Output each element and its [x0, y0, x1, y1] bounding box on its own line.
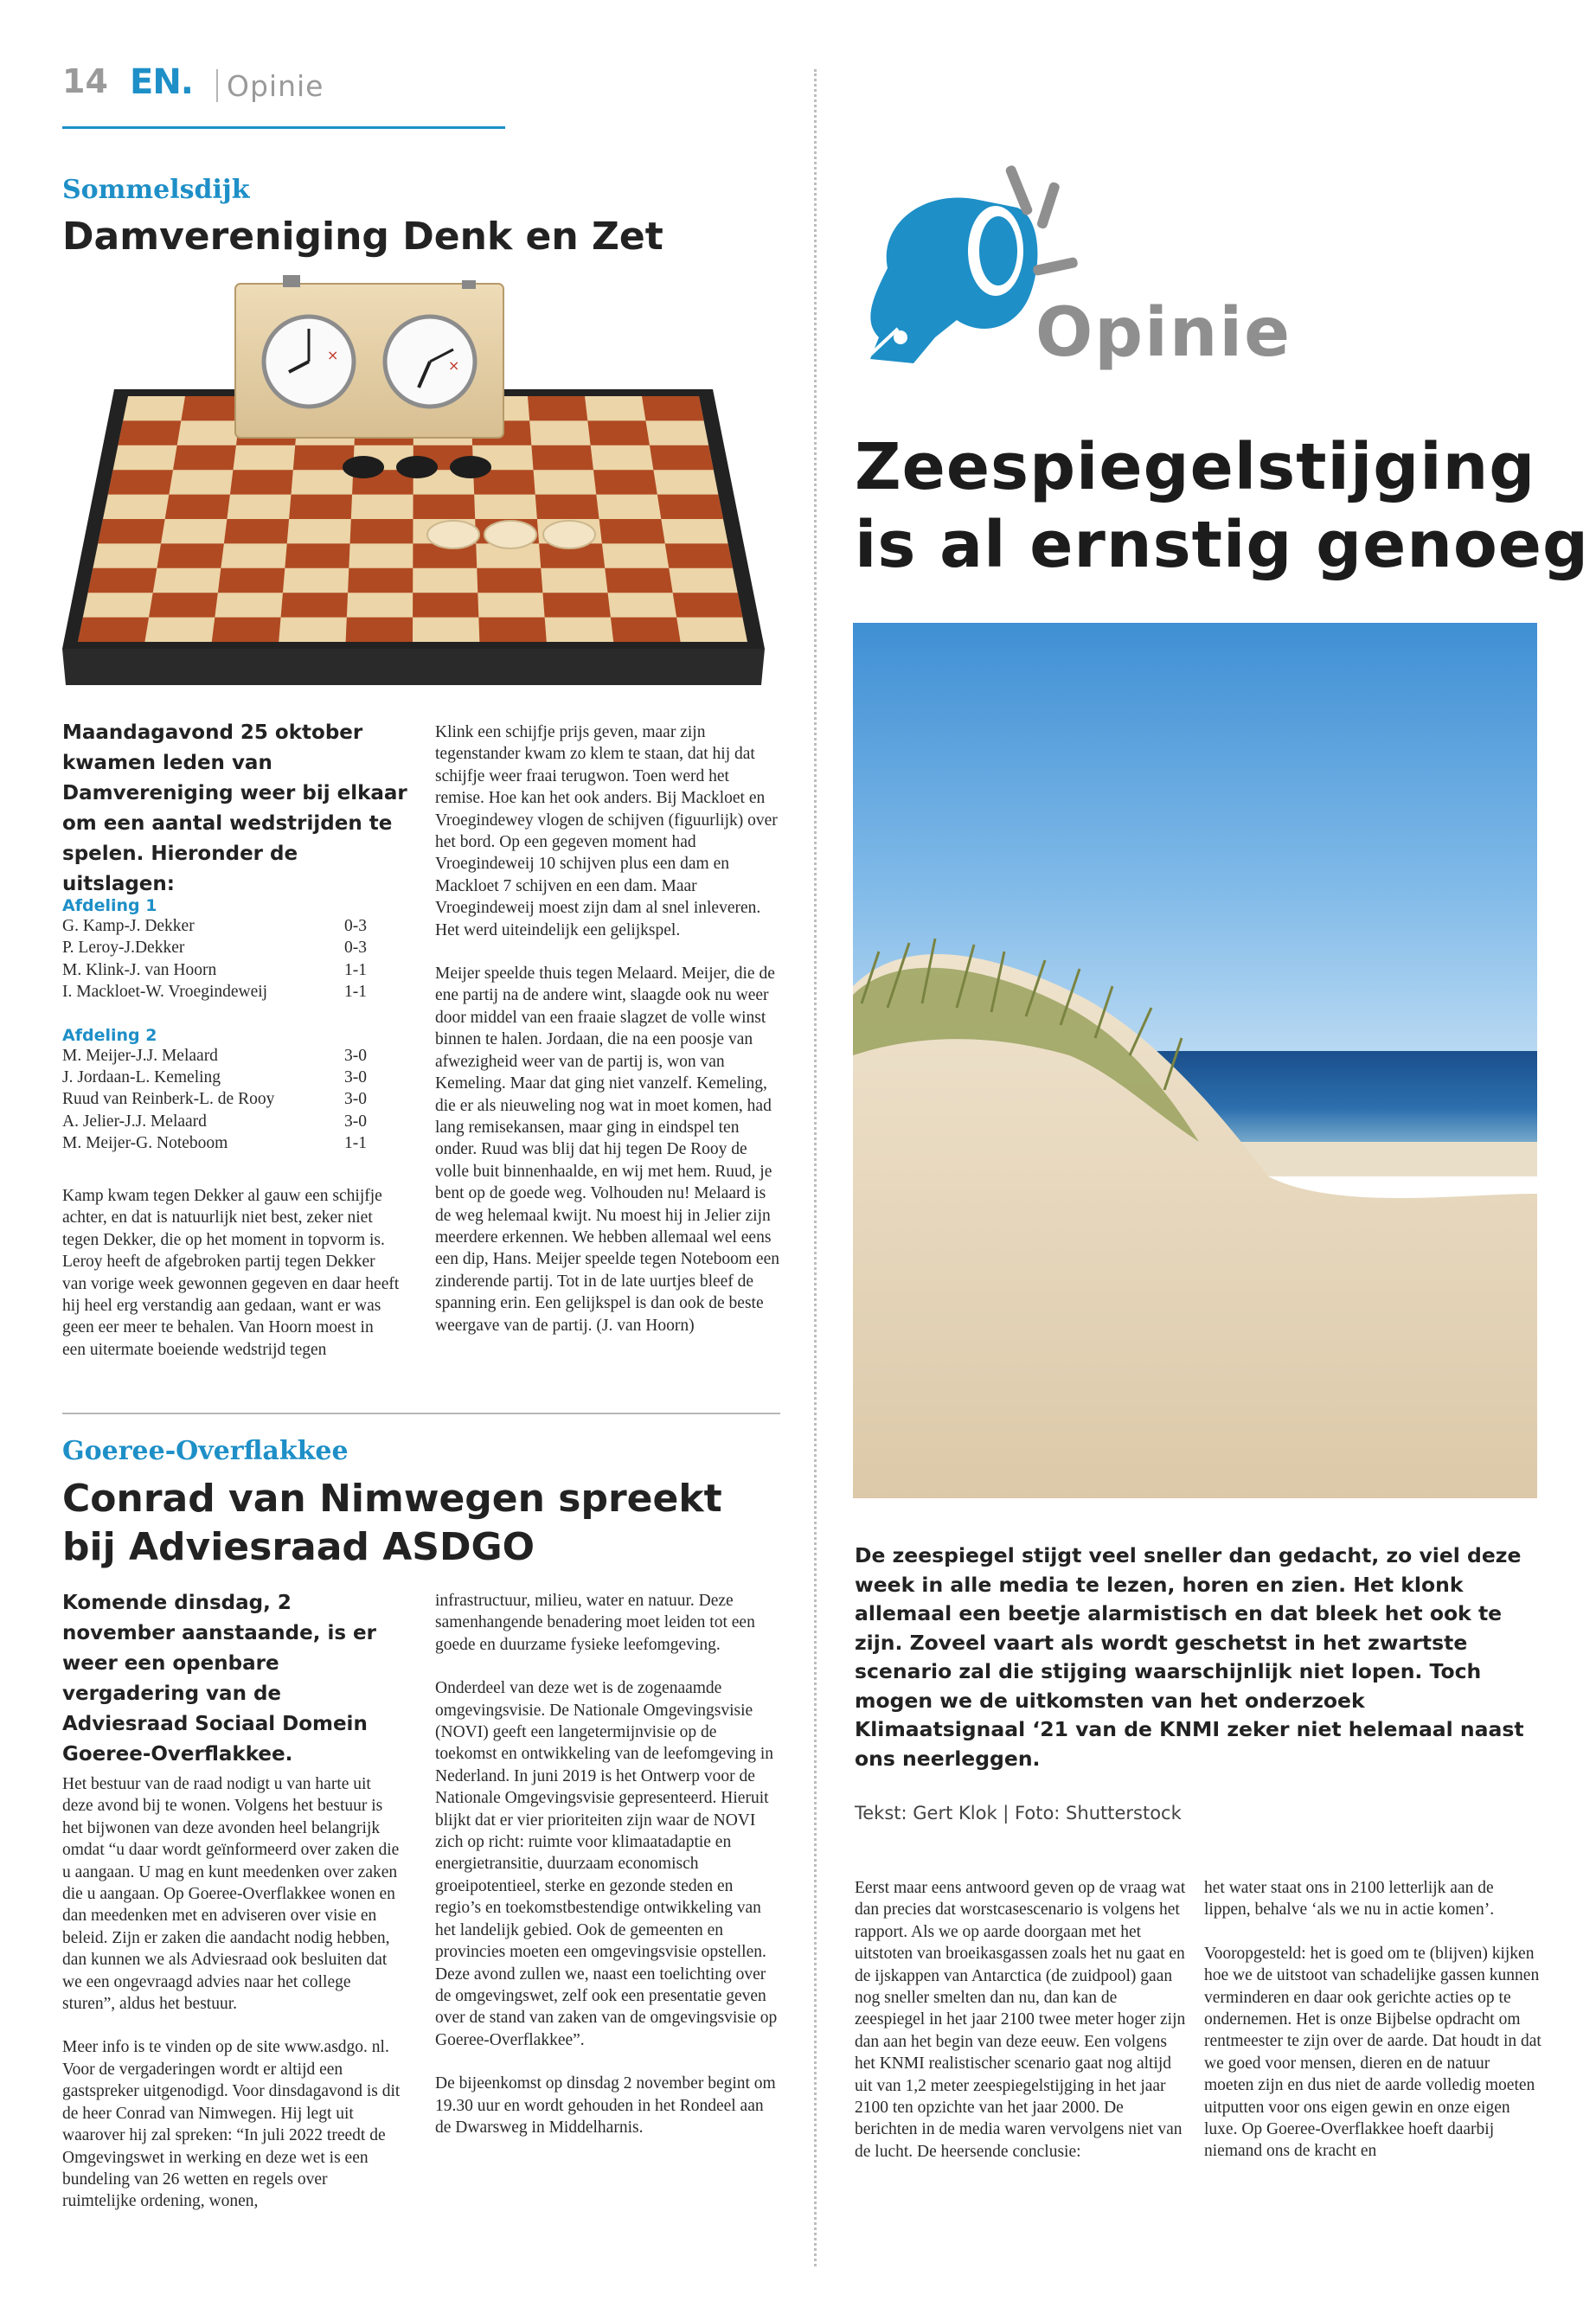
opinion-credit: Tekst: Gert Klok | Foto: Shutterstock — [855, 1803, 1182, 1823]
board-square-dark — [165, 495, 230, 519]
article-separator — [62, 1413, 780, 1414]
article2-paragraph: Meer info is te vinden op de site www.asdgo. nl. Voor de vergaderingen wordt er altijd een gastspreker uitgenodigd. Voor dinsdagavond is dit de heer Conrad van Nimwegen. Hij legt uit waarover hij zal spreken: “In juli 2022 treedt de Omgevingswet in werking en deze wet is een bundeling van 26 wetten en regels over ruimtelijke ordening, wonen, — [62, 2038, 401, 2211]
clock-button-right — [462, 280, 476, 289]
svg-text:×: × — [327, 347, 339, 363]
article1-paragraph: Klink een schijfje prijs geven, maar zijn tegenstander kwam zo klem te staan, dat hij dat schijfje weer fraai terugwon. Toen werd het remise. Hoe kan het ook anders. Bij Mackloet en Vroegindewey vlogen de schijven (figuurlijk) over het bord. Op een gegeven moment had Vroegindeweij 10 schijven plus een dam en Mackloet 7 schijven en een dam. Maar Vroegindeweij moest zijn dam al snel inleveren. Het werd uiteindelijk een gelijkspel. — [435, 723, 778, 939]
board-square-dark — [535, 495, 599, 519]
result-row — [62, 959, 367, 981]
article2-paragraph: Het bestuur van de raad nodigt u van harte uit deze avond bij te wonen. Volgens het bestuur is het bijwonen van deze avonden heel belangrijk omdat “u daar wordt geïnformeerd over zaken die u aangaan. U mag en kunt meedenken over zaken die u aangaan. Op Goeree-Overflakkee wonen en dan meedenken met en adviseren over visie en beleid. Zijn er zaken die aandacht nodig hebben, dan kunnen we als Adviesraad ook besluiten dat we een ongevraagd advies naar het college sturen”, aldus het bestuur. — [62, 1775, 400, 2014]
opinion-section-label: Opinie — [1035, 294, 1292, 372]
board-square-dark — [531, 445, 593, 470]
result-row — [62, 1132, 367, 1154]
result-score: 3-0 — [344, 1112, 367, 1131]
header-rule — [62, 126, 505, 129]
division1-results — [62, 915, 367, 1003]
board-square-dark — [98, 519, 165, 543]
article1-paragraph: Kamp kwam tegen Dekker al gauw een schijfje achter, en dat is natuurlijk niet best, zeker niet tegen Dekker, die op het moment in topvorm is. Leroy heeft de afgebroken partij tegen Dekker van vorige week gewonnen gegeven en daar heeft hij heel erg verstandig aan gedaan, want er was geen eer meer te behalen. Van Hoorn moest in een uitermate boeiende wedstrijd tegen — [62, 1187, 400, 1359]
result-score: 0-3 — [344, 917, 367, 935]
column-divider — [814, 69, 817, 2266]
result-row — [62, 1111, 367, 1132]
result-match: M. Meijer-G. Noteboom — [62, 1134, 228, 1153]
board-square-dark — [78, 618, 149, 642]
result-row — [62, 915, 367, 937]
black-piece — [396, 456, 438, 478]
board-square-dark — [413, 495, 476, 519]
board-square-dark — [605, 568, 672, 593]
checkers-board-photo — [62, 275, 765, 685]
opinion-col2 — [1204, 1877, 1542, 2184]
board-square-dark — [218, 568, 285, 593]
result-score: 3-0 — [344, 1090, 367, 1109]
black-pieces — [343, 456, 491, 478]
board-square-dark — [281, 593, 348, 617]
board-square-dark — [173, 445, 236, 470]
board-square-dark — [181, 396, 242, 420]
result-score: 3-0 — [344, 1046, 367, 1065]
article2-title-line: bij Adviesraad ASDGO — [62, 1525, 535, 1569]
board-square-dark — [348, 568, 413, 593]
article2-col2 — [435, 1590, 781, 2160]
board-square-dark — [108, 470, 173, 494]
article2-intro: Komende dinsdag, 2 november aanstaande, is er weer een openbare vergadering van de Adviesraad Sociaal Domein Goeree-Overflakkee. — [62, 1592, 376, 1766]
result-match: M. Klink-J. van Hoorn — [62, 960, 217, 979]
article1-paragraph: Meijer speelde thuis tegen Melaard. Meijer, die de ene partij na de andere wint, slaagde ook nu weer door middel van een fraaie slagzet de volle winst binnen te halen. Jordaan, die na een poosje van afwezigheid weer van de partij is, won van Kemeling. Maar dat ging niet vanzelf. Kemeling, die er als nieuweling nog wat in moet komen, had lang remisekansen, maar ging in eindspel ten onder. Ruud was blij dat hij tegen De Rooy de volle buit binnenhaalde, en wij met hem. Ruud, je bent op de goede weg. Volhouden nu! Melaard is de weg helemaal kwijt. Nu moest hij in Jelier zijn meerdere erkennen. We hebben allemaal wel eens een dip, Hans. Meijer speelde tegen Noteboom een zinderende partij. Tot in de late uurtjes bleef de spanning erin. Een gelijkspel is dan ook de beste weergave van de partij. (J. van Hoorn) — [435, 965, 779, 1335]
result-match: M. Meijer-J.J. Melaard — [62, 1046, 218, 1065]
opinion-col1 — [855, 1877, 1190, 2184]
white-piece — [427, 521, 479, 548]
white-piece — [484, 521, 536, 548]
result-match: P. Leroy-J.Dekker — [62, 939, 185, 958]
article1-intro: Maandagavond 25 oktober kwamen leden van Damvereniging weer bij elkaar om een aantal wedstrijden te spelen. Hieronder de uitslagen: — [62, 721, 407, 895]
board-square-dark — [587, 420, 650, 445]
division2-results — [62, 1045, 367, 1155]
board-square-dark — [528, 396, 587, 420]
newspaper-logo: EN. — [130, 62, 193, 102]
result-row — [62, 937, 367, 958]
article2-col1 — [62, 1773, 404, 2234]
division2-label: Afdeling 2 — [62, 1025, 157, 1045]
division1-label: Afdeling 1 — [62, 896, 157, 915]
board-square-dark — [650, 445, 714, 470]
page-number: 14 — [62, 62, 108, 100]
board-square-dark — [212, 618, 281, 642]
board-square-dark — [599, 519, 665, 543]
board-edge — [62, 649, 765, 685]
result-row — [62, 1067, 367, 1088]
board-square-dark — [642, 396, 704, 420]
board-square-dark — [611, 618, 681, 642]
opinion-paragraph: Vooropgesteld: het is goed om te (blijven) kijken hoe we de uitstoot van schadelijke gassen kunnen verminderen en daar ook gerichte acties op te ondernemen. Het is onze Bijbelse opdracht om rentmeester te zijn over de aarde. Dat houdt in dat we goed voor mensen, dieren en de natuur moeten zijn en dus niet de aarde volledig moeten uitputten voor ons eigen gewin en onze eigen luxe. Op Goeree-Overflakkee hoeft daarbij niemand ons de kracht en — [1204, 1944, 1542, 2161]
opinion-paragraph: het water staat ons in 2100 letterlijk aan de lippen, behalve ‘als we nu in actie komen’. — [1204, 1879, 1495, 1920]
article2-kicker: Goeree-Overflakkee — [62, 1436, 349, 1466]
white-pieces — [427, 521, 595, 548]
board-square-dark — [478, 618, 546, 642]
result-score: 1-1 — [344, 983, 367, 1002]
result-match: Ruud van Reinberk-L. de Rooy — [62, 1090, 275, 1109]
white-piece — [543, 521, 595, 548]
board-square-dark — [673, 593, 743, 617]
board-square-dark — [149, 593, 218, 617]
opinion-lead: De zeespiegel stijgt veel sneller dan gedacht, zo viel deze week in alle media te lezen, horen en zien. Het klonk allemaal een beetje alarmistisch en dat bleek het ook te zijn. Zoveel vaart als wordt geschetst in het zwartste scenario zal die stijging waarschijnlijk niet lopen. Toch mogen we de uitkomsten van het onderzoek Klimaatsignaal ‘21 van de KNMI zeker niet helemaal naast ons neerleggen. — [855, 1543, 1524, 1771]
opinion-title-line: Zeespiegelstijging — [855, 430, 1536, 504]
article1-title: Damvereniging Denk en Zet — [62, 215, 663, 259]
board-square-dark — [157, 543, 224, 567]
results-table — [62, 896, 367, 1155]
opinion-title — [855, 428, 1589, 584]
section-label: Opinie — [227, 69, 324, 103]
result-match: I. Mackloet-W. Vroegindeweij — [62, 983, 268, 1002]
article1-col1 — [62, 1185, 400, 1382]
article2-title — [62, 1475, 722, 1572]
board-square-dark — [542, 593, 610, 617]
article1-kicker: Sommelsdijk — [62, 175, 250, 205]
article2-title-line: Conrad van Nimwegen spreekt — [62, 1477, 722, 1521]
result-match: A. Jelier-J.J. Melaard — [62, 1112, 207, 1131]
board-square-dark — [413, 593, 478, 617]
board-square-dark — [593, 470, 657, 494]
opinion-paragraph: Eerst maar eens antwoord geven op de vraag wat dan precies dat worstcasescenario is volgens het rapport. Als we op aarde doorgaan met het uitstoten van broeikasgassen zoals het nu gaat en de ijskappen van Antarctica (de zuidpool) gaan nog sneller smelten dan nu, dan kan de zeespiegel in het jaar 2100 twee meter hoger zijn dan aan het begin van deze eeuw. Een volgens het KNMI realistischer scenario gaat nog altijd uit van 1,2 meter zeespiegelstijging in het jaar 2100 ten opzichte van het jaar 2000. De berichten in de media waren vervolgens niet van de lucht. De heersende conclusie: — [855, 1879, 1186, 2161]
opinion-title-line: is al ernstig genoeg — [855, 508, 1589, 582]
board-square-dark — [88, 568, 157, 593]
article1-col2 — [435, 721, 779, 1358]
board-square-dark — [657, 495, 723, 519]
result-score: 3-0 — [344, 1068, 367, 1087]
result-row — [62, 1088, 367, 1110]
board-square-dark — [289, 495, 352, 519]
article2-paragraph: Onderdeel van deze wet is de zogenaamde omgevingsvisie. De Nationale Omgevingsvisie (NOVI) geeft een langetermijnvisie op de toekomst en ontwikkeling van de leefomgeving in Nederland. In juni 2019 is het Ontwerp voor de Nationale Omgevingsvisie gepresenteerd. Hieruit blijkt dat er vier prioriteiten zijn waar de NOVI zich op richt: ruimte voor klimaatadaptie en energietransitie, duurzaam economisch groeipotentieel, sterke en gezonde steden en regio’s en toekomstbestendige ontwikkeling van het landelijk gebied. Ook de gemeenten en provincies moeten een omgevingsvisie opstellen. Deze avond zullen we, naast een toelichting over de omgevingswet, zelf ook een presentatie geven over de stand van zaken van de omgevingsvisie op Goeree-Overflakkee”. — [435, 1679, 778, 2049]
board-square-dark — [118, 420, 181, 445]
result-score: 0-3 — [344, 939, 367, 958]
result-row — [62, 1045, 367, 1067]
article2-paragraph: infrastructuur, milieu, water en natuur. Deze samenhangende benadering moet leiden tot een goede en duurzame fysieke leefomgeving. — [435, 1592, 755, 1654]
board-square-dark — [477, 568, 542, 593]
svg-text:×: × — [448, 357, 460, 374]
article2-paragraph: De bijeenkomst op dinsdag 2 november begint om 19.30 uur en wordt gehouden in het Rondeel aan de Dwarsweg in Middelharnis. — [435, 2074, 776, 2137]
clock-button-left — [283, 275, 300, 287]
black-piece — [343, 456, 384, 478]
board-square-dark — [224, 519, 289, 543]
board-square-dark — [230, 470, 293, 494]
result-row — [62, 981, 367, 1003]
board-square-dark — [350, 519, 413, 543]
header-divider — [216, 69, 218, 102]
result-match: J. Jordaan-L. Kemeling — [62, 1068, 221, 1087]
beach-dune-photo — [853, 623, 1537, 1498]
result-match: G. Kamp-J. Dekker — [62, 917, 195, 935]
board-square-dark — [346, 618, 413, 642]
result-score: 1-1 — [344, 1134, 367, 1153]
board-square-dark — [285, 543, 349, 567]
board-square-dark — [665, 543, 733, 567]
result-score: 1-1 — [344, 960, 367, 979]
black-piece — [450, 456, 491, 478]
